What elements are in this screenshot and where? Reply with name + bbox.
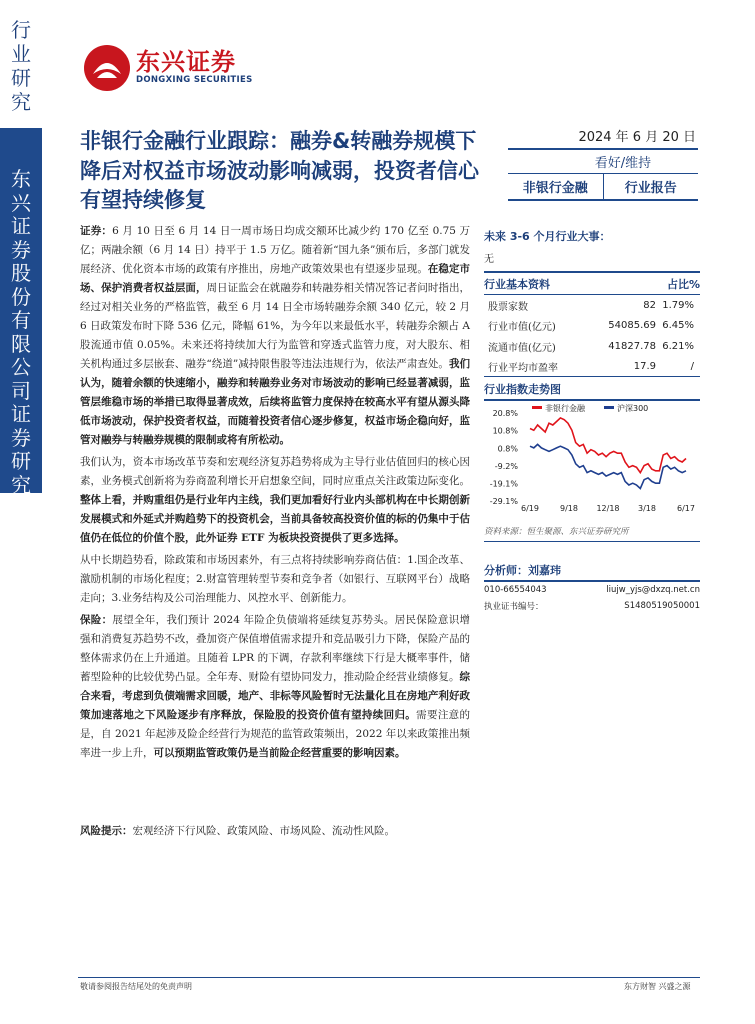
analyst-contact-row bbox=[484, 582, 700, 598]
sidebar-org: 东兴证券股份有限公司证券研究报告 bbox=[11, 167, 31, 544]
y-tick-label: 0.8% bbox=[497, 444, 518, 454]
table-row bbox=[484, 336, 700, 357]
report-type-tag: 行业报告 bbox=[624, 181, 677, 196]
footer-divider bbox=[78, 977, 700, 978]
insurance-text-a: 展望全年，我们预计 2024 年险企负债端将延续复苏势头。居民保险意识增强和消费复苏趋势不改，叠加资产保值增值需求提升和竞品吸引力下降，保险产品的整体需求仍在上升通道。且随着 LPR 的下调，存款利率继续下行是大概率事件，储蓄型险种的比较优势凸显。全年寿、财险有望协同发力，推动险企经营业绩修复。 bbox=[80, 614, 470, 683]
events-value: 无 bbox=[484, 254, 494, 265]
right-column bbox=[484, 228, 700, 614]
legend-swatch bbox=[604, 406, 614, 409]
basic-table-header bbox=[484, 271, 700, 295]
y-tick-label: 20.8% bbox=[492, 409, 518, 418]
report-date: 2024 年 6 月 20 日 bbox=[508, 126, 698, 150]
paragraph-longterm: 从中长期趋势看，除政策和市场因素外，有三点将持续影响券商估值：1.国企改革、激励机制的市场化程度；2.财富管理转型节奏和竞争者（如银行、互联网平台）战略走向；3.业务结构及公司治理能力、风控水平、创新能力。 bbox=[80, 554, 470, 604]
company-logo bbox=[83, 40, 273, 96]
y-tick-label: -19.1% bbox=[489, 479, 518, 489]
row-pct: / bbox=[690, 360, 694, 372]
events-title: 未来 3-6 个月行业大事： bbox=[484, 230, 611, 243]
legend-swatch bbox=[532, 406, 542, 409]
insurance-text-d: 可以预期监管政策仍是当前险企经营重要的影响因素。 bbox=[153, 747, 406, 759]
row-value: 41827.78 bbox=[608, 340, 656, 352]
series-line bbox=[530, 444, 686, 488]
row-pct: 1.79% bbox=[662, 299, 694, 311]
row-label: 行业平均市盈率 bbox=[488, 362, 558, 374]
legend-label: 非银行金融 bbox=[545, 404, 585, 413]
securities-text-b: 在稳定市场、保护消费者权益层面， bbox=[80, 263, 471, 294]
y-tick-label: -29.1% bbox=[489, 497, 518, 506]
x-tick-label: 12/18 bbox=[596, 504, 620, 513]
analyst-cert-label: 执业证书编号： bbox=[484, 602, 544, 612]
series-line bbox=[530, 418, 686, 473]
analyst-email[interactable]: liujw_yjs@dxzq.net.cn bbox=[606, 585, 700, 595]
logo-emblem-icon bbox=[83, 44, 131, 92]
row-pct: 6.21% bbox=[662, 340, 694, 352]
risk-text: 宏观经济下行风险、政策风险、市场风险、流动性风险。 bbox=[132, 825, 395, 837]
footer-disclaimer: 敬请参阅报告结尾处的免责声明 bbox=[80, 982, 192, 991]
row-label: 流通市值(亿元) bbox=[488, 342, 556, 354]
risk-label: 风险提示： bbox=[80, 825, 133, 837]
paragraph-view bbox=[80, 453, 470, 548]
analyst-cert-row bbox=[484, 598, 700, 614]
row-label: 股票家数 bbox=[488, 301, 528, 313]
sector-tag: 非银行金融 bbox=[508, 174, 604, 199]
insurance-text-b: 综合来看，考虑到负债端需求回暖，地产、非标等风险暂时无法量化且在房地产利好政策加速落地之下风险逐步有序释放，保险股的投资价值有望持续回归。 bbox=[80, 671, 470, 721]
main-body bbox=[80, 222, 470, 766]
row-label: 行业市值(亿元) bbox=[488, 322, 556, 334]
x-tick-label: 3/18 bbox=[638, 504, 656, 513]
basic-table-body bbox=[484, 295, 700, 377]
securities-text-a: 6 月 10 日至 6 月 14 日一周市场日均成交额环比减少约 170 亿至 0.75 万亿；两融余额（6 月 14 日）持平于 1.5 万亿。随着新“国九条”颁布后，多部门就发展经济、优化资本市场的政策有序推出，房地产政策效果也有望逐步显现。 bbox=[80, 225, 470, 275]
index-trend-chart bbox=[484, 403, 700, 525]
analyst-cert-no: S1480519050001 bbox=[624, 601, 700, 611]
view-text-a: 我们认为，资本市场改革节奏和宏观经济复苏趋势将成为主导行业估值回归的核心因素，业务模式创新将为券商盈利增长开启想象空间，同时应重点关注政策边际变化。 bbox=[80, 456, 470, 487]
table-row bbox=[484, 316, 700, 337]
x-tick-label: 9/18 bbox=[560, 504, 578, 513]
row-value: 54085.69 bbox=[608, 320, 656, 332]
y-tick-label: 10.8% bbox=[492, 426, 518, 436]
x-tick-label: 6/17 bbox=[677, 504, 695, 513]
securities-text-c: 周日证监会在就融券和转融券相关情况答记者问时指出，经过对相关业务的严格监管，截至 6 月 14 日全市场转融券余额 340 亿元，较 2 月 6 日政策发布时下降 536 亿元，降幅 61%，为今年以来最低水平，转融券余额占 A 股流通市值 0.05%。未来还将持续加大行为监管和穿透式监管力度，对大股东、相关机构通过多层嵌套、融券“绕道”减持限售股等违法违规行为，依法严肃查处。 bbox=[80, 282, 470, 370]
logo-text-cn: 东兴证券 bbox=[136, 48, 236, 76]
basic-pct-header: 占比% bbox=[666, 278, 700, 291]
legend-label: 沪深300 bbox=[617, 404, 649, 413]
footer-slogan: 东方财智 兴盛之源 bbox=[624, 982, 691, 991]
securities-label: 证券： bbox=[80, 225, 113, 237]
basic-title: 行业基本资料 bbox=[484, 278, 550, 291]
report-rating: 看好/维持 bbox=[508, 150, 698, 174]
table-row bbox=[484, 357, 700, 378]
paragraph-insurance bbox=[80, 611, 470, 763]
row-pct: 6.45% bbox=[662, 320, 694, 332]
y-tick-label: -9.2% bbox=[494, 461, 518, 471]
view-text-b: 整体上看，并购重组仍是行业年内主线，我们更加看好行业内头部机构在中长期创新发展模式和外延式并购趋势下的投资机会，当前具备较高投资价值的标的仍集中于估值仍在低位的价值个股，此外证券 ETF 为板块投资提供了更多选择。 bbox=[80, 494, 470, 544]
analyst-title: 分析师：刘嘉玮 bbox=[484, 562, 700, 582]
logo-text-en: DONGXING SECURITIES bbox=[136, 75, 253, 85]
securities-text-d: 我们认为，随着余额的快速缩小，融券和转融券业务对市场波动的影响已经显著减弱，监管层维稳市场的举措已取得显著成效，后续将监管力度保持在较高水平有望从源头降低市场波动，保护投资者权益，而随着投资者信心逐步修复，权益市场企稳向好，监管对融券与转融券规模的限制或将有所松动。 bbox=[80, 358, 471, 446]
analyst-phone: 010-66554043 bbox=[484, 585, 547, 595]
paragraph-securities bbox=[80, 222, 470, 450]
sidebar-category: 行业研究 bbox=[11, 18, 31, 114]
x-tick-label: 6/19 bbox=[521, 504, 539, 513]
sidebar-org-block bbox=[0, 128, 42, 544]
report-tags bbox=[508, 174, 698, 201]
risk-warning bbox=[80, 822, 470, 840]
insurance-label: 保险： bbox=[80, 614, 113, 626]
chart-title: 行业指数走势图 bbox=[484, 381, 700, 401]
insurance-text-c: 需要注意的是，自 2021 年起涉及险企经营行为规范的监管政策频出，2022 年以来政策推出频率进一步上升， bbox=[80, 709, 471, 759]
report-title: 非银行金融行业跟踪：融券&转融券规模下降后对权益市场波动影响减弱，投资者信心有望持续修复 bbox=[80, 129, 479, 212]
row-value: 82 bbox=[643, 299, 656, 311]
table-row bbox=[484, 295, 700, 316]
row-value: 17.9 bbox=[633, 360, 656, 372]
sidebar-category-block bbox=[0, 0, 42, 128]
sidebar bbox=[0, 0, 42, 1024]
report-info-box bbox=[508, 126, 698, 201]
chart-source: 资料来源：恒生聚源、东兴证券研究所 bbox=[484, 525, 700, 542]
